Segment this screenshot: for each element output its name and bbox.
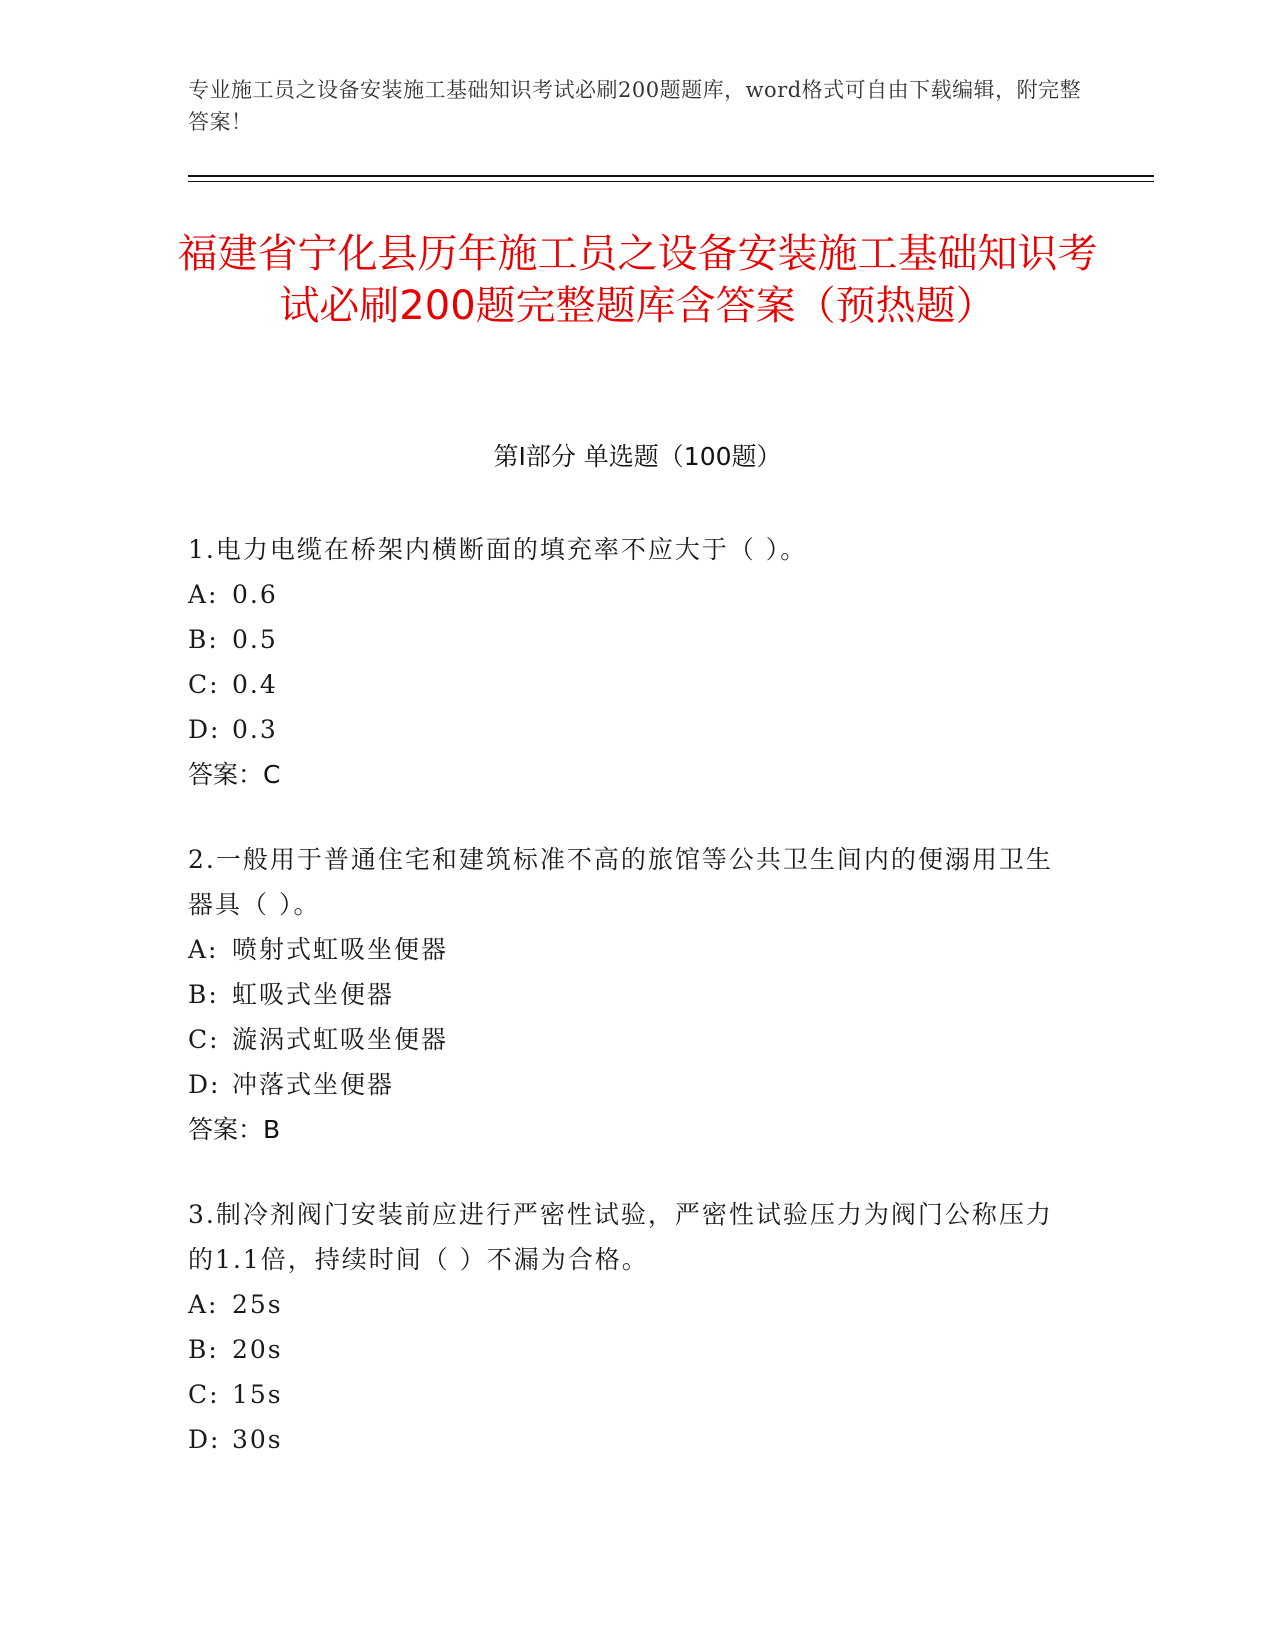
question-stem: 2.一般用于普通住宅和建筑标准不高的旅馆等公共卫生间内的便溺用卫生器具（ ）。 bbox=[188, 845, 1053, 919]
option-b bbox=[188, 617, 1068, 662]
question-stem: 3.制冷剂阀门安装前应进行严密性试验，严密性试验压力为阀门公称压力的1.1倍，持续时间（ ）不漏为合格。 bbox=[188, 1200, 1053, 1274]
option-c bbox=[188, 1017, 1068, 1062]
option-d bbox=[188, 707, 1068, 752]
option-text: 15s bbox=[232, 1380, 283, 1409]
answer: 答案：C bbox=[188, 760, 281, 789]
option-a bbox=[188, 572, 1068, 617]
option-a bbox=[188, 1282, 1068, 1327]
header-rule-thick bbox=[188, 175, 1154, 177]
option-key: B: bbox=[188, 625, 219, 654]
option-c bbox=[188, 662, 1068, 707]
option-text: 25s bbox=[232, 1290, 283, 1319]
option-text: 0.3 bbox=[232, 715, 278, 744]
option-text: 0.6 bbox=[232, 580, 278, 609]
question-2 bbox=[188, 837, 1068, 1152]
option-key: B: bbox=[188, 980, 219, 1009]
header-note: 专业施工员之设备安装施工基础知识考试必刷200题题库，word格式可自由下载编辑，附完整答案！ bbox=[188, 78, 1082, 134]
option-a bbox=[188, 927, 1068, 972]
option-key: C: bbox=[188, 1380, 220, 1409]
header-rule-thin bbox=[188, 181, 1154, 182]
option-b bbox=[188, 1327, 1068, 1372]
option-key: C: bbox=[188, 1025, 220, 1054]
option-key: A: bbox=[188, 935, 219, 964]
answer: 答案：B bbox=[188, 1115, 281, 1144]
option-key: D: bbox=[188, 715, 221, 744]
document-title: 福建省宁化县历年施工员之设备安装施工基础知识考试必刷200题完整题库含答案（预热题） bbox=[177, 231, 1098, 329]
section-title: 第I部分 单选题（100题） bbox=[493, 442, 782, 471]
option-text: 30s bbox=[232, 1425, 283, 1454]
question-stem: 1.电力电缆在桥架内横断面的填充率不应大于（ ）。 bbox=[188, 535, 808, 564]
option-text: 虹吸式坐便器 bbox=[232, 980, 395, 1009]
question-1 bbox=[188, 527, 1068, 797]
option-d bbox=[188, 1417, 1068, 1462]
option-text: 20s bbox=[232, 1335, 283, 1364]
option-d bbox=[188, 1062, 1068, 1107]
option-key: C: bbox=[188, 670, 220, 699]
question-3 bbox=[188, 1192, 1068, 1462]
option-text: 喷射式虹吸坐便器 bbox=[232, 935, 449, 964]
option-text: 0.4 bbox=[232, 670, 278, 699]
option-c bbox=[188, 1372, 1068, 1417]
option-text: 漩涡式虹吸坐便器 bbox=[232, 1025, 449, 1054]
option-key: A: bbox=[188, 580, 219, 609]
option-b bbox=[188, 972, 1068, 1017]
option-key: B: bbox=[188, 1335, 219, 1364]
option-text: 0.5 bbox=[232, 625, 278, 654]
option-key: D: bbox=[188, 1070, 221, 1099]
option-key: D: bbox=[188, 1425, 221, 1454]
option-key: A: bbox=[188, 1290, 219, 1319]
question-list bbox=[188, 527, 1068, 1502]
option-text: 冲落式坐便器 bbox=[232, 1070, 395, 1099]
